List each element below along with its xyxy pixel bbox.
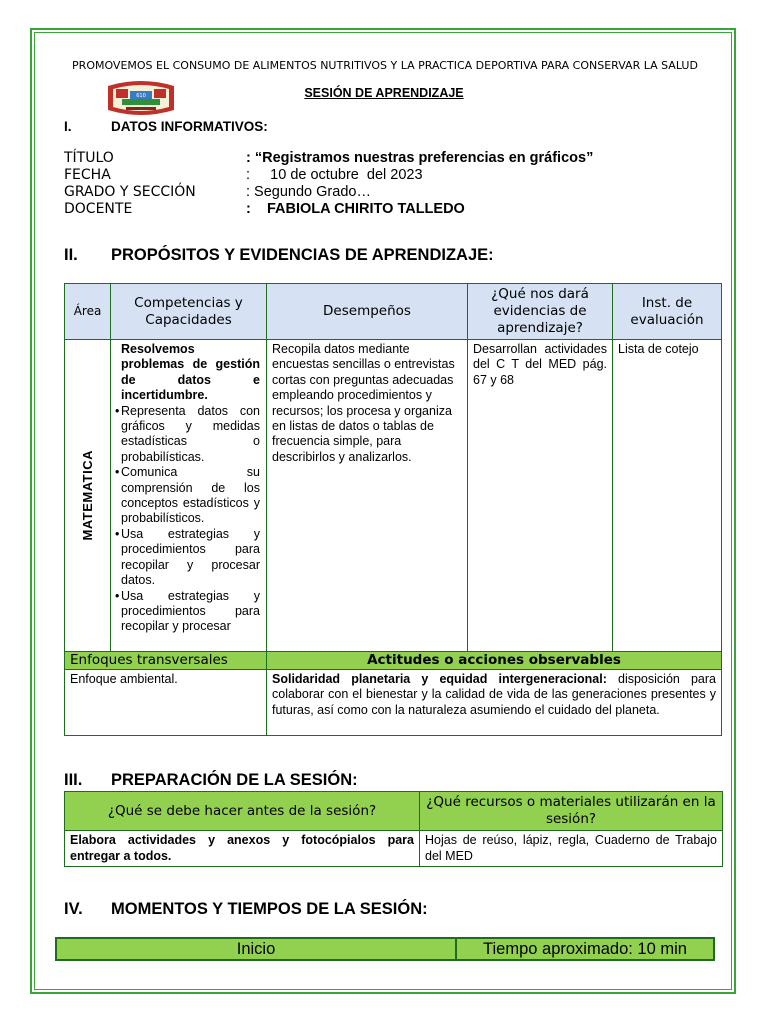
info-value: : Segundo Grado…	[246, 184, 371, 200]
section3-title: PREPARACIÓN DE LA SESIÓN:	[111, 771, 358, 789]
logo-text: 610	[136, 93, 146, 99]
moments-table	[55, 937, 715, 961]
capacidades-list	[121, 404, 260, 635]
header-competencias: Competencias y Capacidades	[111, 284, 267, 340]
session-title: SESIÓN DE APRENDIZAJE	[304, 86, 464, 100]
info-label: GRADO Y SECCIÓN	[64, 184, 196, 200]
section1-title: DATOS INFORMATIVOS:	[111, 119, 268, 134]
prep-answer-before: Elabora actividades y anexos y fotocópialos para entregar a todos.	[65, 831, 420, 867]
section4-number: IV.	[64, 900, 83, 918]
enfoques-header: Enfoques transversales	[65, 652, 267, 670]
actitud-bold: Solidaridad planetaria y equidad intergeneracional:	[272, 672, 607, 686]
info-value: : 10 de octubre del 2023	[246, 167, 423, 183]
competencias-cell	[111, 340, 267, 652]
header-desempenos: Desempeños	[267, 284, 468, 340]
header-instrumento: Inst. de evaluación	[613, 284, 722, 340]
enfoque-cell: Enfoque ambiental.	[65, 670, 267, 736]
banner-text: PROMOVEMOS EL CONSUMO DE ALIMENTOS NUTRITIVOS Y LA PRACTICA DEPORTIVA PARA CONSERVAR LA SALUD	[72, 59, 698, 72]
capacidad-item: • Usa estrategias y procedimientos para recopilar y procesar datos.	[121, 527, 260, 589]
instrumento-cell: Lista de cotejo	[613, 340, 722, 652]
info-label: TÍTULO	[64, 150, 114, 166]
area-cell	[65, 340, 111, 652]
prep-question-resources: ¿Qué recursos o materiales utilizarán en la sesión?	[420, 792, 723, 831]
info-value: : “Registramos nuestras preferencias en gráficos”	[246, 150, 594, 166]
actitud-cell	[267, 670, 722, 736]
desempeno-cell: Recopila datos mediante encuestas sencillas o entrevistas cortas con preguntas adecuadas empleando procedimientos y recursos; los procesa y organiza en listas de datos o tablas de frecuencia simple, para describirlos y analizarlos.	[267, 340, 468, 652]
section1-number: I.	[64, 119, 72, 134]
actitud-text: disposición para colaborar con el bienestar y la calidad de vida de las generaciones presentes y futuras, así como con la naturaleza asumiendo el cuidado del planeta.	[272, 672, 716, 717]
purposes-table	[64, 283, 722, 736]
info-label: DOCENTE	[64, 201, 133, 217]
competencia-title: Resolvemos problemas de gestión de datos e incertidumbre.	[121, 342, 260, 403]
moment-inicio: Inicio	[56, 938, 456, 960]
evidencia-cell: Desarrollan actividades del C T del MED pág. 67 y 68	[468, 340, 613, 652]
section2-number: II.	[64, 246, 78, 264]
area-label: MATEMATICA	[79, 450, 95, 541]
preparation-table	[64, 791, 723, 867]
info-value: : FABIOLA CHIRITO TALLEDO	[246, 201, 465, 217]
moment-tiempo: Tiempo aproximado: 10 min	[456, 938, 714, 960]
capacidad-item: • Comunica su comprensión de los conceptos estadísticos y probabilísticos.	[121, 465, 260, 527]
prep-question-before: ¿Qué se debe hacer antes de la sesión?	[65, 792, 420, 831]
section4-title: MOMENTOS Y TIEMPOS DE LA SESIÓN:	[111, 900, 428, 918]
actitudes-header: Actitudes o acciones observables	[267, 652, 722, 670]
info-label: FECHA	[64, 167, 111, 183]
capacidad-item: • Representa datos con gráficos y medidas estadísticas o probabilísticas.	[121, 404, 260, 466]
prep-answer-resources: Hojas de reúso, lápiz, regla, Cuaderno de Trabajo del MED	[420, 831, 723, 867]
capacidad-item: • Usa estrategias y procedimientos para recopilar y procesar	[121, 589, 260, 635]
section3-number: III.	[64, 771, 83, 789]
section2-title: PROPÓSITOS Y EVIDENCIAS DE APRENDIZAJE:	[111, 246, 494, 264]
header-evidencias: ¿Qué nos dará evidencias de aprendizaje?	[468, 284, 613, 340]
header-area: Área	[65, 284, 111, 340]
